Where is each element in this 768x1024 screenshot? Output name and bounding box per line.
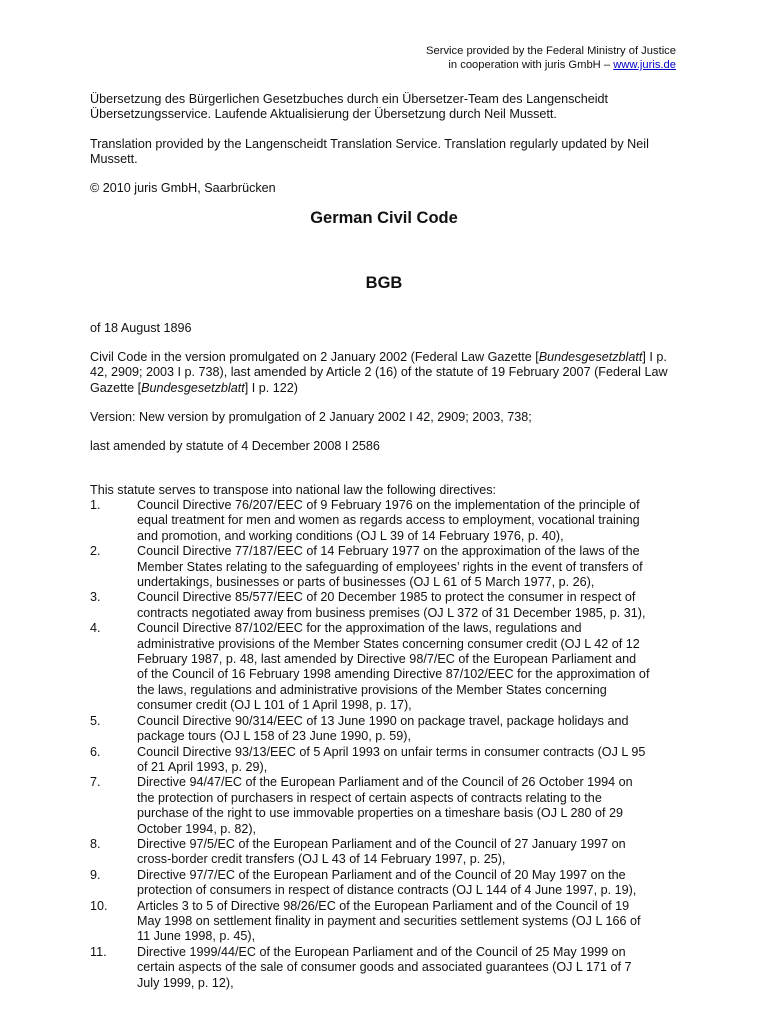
directive-text: Council Directive 85/577/EEC of 20 December 1985 to protect the consumer in respect of contracts negotiated away from business premises (OJ L 372 of 31 December 1985, p. 31), xyxy=(137,590,646,620)
version-paragraph xyxy=(90,350,680,396)
directive-text: Directive 97/5/EC of the European Parliament and of the Council of 27 January 1997 on cross-border credit transfers (OJ L 43 of 14 February 1997, p. 25), xyxy=(137,836,626,867)
gazette-name-1: Bundesgesetzblatt xyxy=(538,350,643,364)
directive-text: Articles 3 to 5 of Directive 98/26/EC of the European Parliament and of the Council of 19 May 1998 on settlement finality in payment and securities settlement systems (OJ L 166 of 11 June 1998, p. 45), xyxy=(137,898,641,944)
version-line: Version: New version by promulgation of 2 January 2002 I 42, 2909; 2003, 738; xyxy=(90,410,532,424)
enactment-date: of 18 August 1896 xyxy=(90,321,192,335)
directive-item xyxy=(90,745,650,776)
version-text-1: Civil Code in the version promulgated on 2 January 2002 (Federal Law Gazette [ xyxy=(90,350,539,364)
directive-item xyxy=(90,945,650,991)
directive-text: Directive 94/47/EC of the European Parliament and of the Council of 26 October 1994 on the protection of purchasers in respect of certain aspects of contracts relating to the purchase of the right to use immovable properties on a timeshare basis (OJ L 280 of 29 October 1994, p. 82), xyxy=(137,775,633,836)
document-abbreviation: BGB xyxy=(365,274,403,292)
directive-text: Council Directive 90/314/EEC of 13 June 1990 on package travel, package holidays and package tours (OJ L 158 of 23 June 1990, p. 59), xyxy=(137,713,629,744)
directive-item xyxy=(90,590,650,621)
directive-list xyxy=(90,498,650,991)
directive-number: 6. xyxy=(90,744,101,759)
directive-text: Directive 1999/44/EC of the European Parliament and of the Council of 25 May 1999 on certain aspects of the sale of consumer goods and associated guarantees (OJ L 171 of 7 July 1999, p. 12), xyxy=(137,944,632,990)
directive-number: 5. xyxy=(90,713,101,728)
directive-number: 4. xyxy=(90,621,101,636)
header-juris-prefix: in cooperation with juris GmbH – xyxy=(448,59,614,71)
page-header xyxy=(426,44,676,72)
directive-number: 11. xyxy=(90,944,107,959)
document-title: German Civil Code xyxy=(310,209,458,227)
amended-line: last amended by statute of 4 December 2008 I 2586 xyxy=(90,439,380,453)
directive-number: 9. xyxy=(90,867,101,882)
directive-number: 2. xyxy=(90,544,101,559)
gazette-name-2: Bundesgesetzblatt xyxy=(141,380,245,395)
version-text-2: ] I p. 42, 2909; 2003 I p. 738), last amended by Article 2 (16) of the statute of 19 February 2007 (Federal Law Gazette [ xyxy=(90,350,668,395)
directive-number: 3. xyxy=(90,590,101,605)
directive-item xyxy=(90,775,650,837)
copyright: © 2010 juris GmbH, Saarbrücken xyxy=(90,181,276,195)
directive-text: Council Directive 87/102/EEC for the approximation of the laws, regulations and administrative provisions of the Member States concerning consumer credit (OJ L 42 of 12 February 1987, p. 48, last amended by Directive 98/7/EC of the European Parliament and of the Council of 16 February 1998 amending Directive 87/102/EEC for the approximation of the laws, regulations and administrative provisions of the Member States concerning consumer credit (OJ L 101 of 1 April 1998, p. 17), xyxy=(137,621,650,713)
directive-number: 7. xyxy=(90,775,101,790)
directive-item xyxy=(90,868,650,899)
intro-german: Übersetzung des Bürgerlichen Gesetzbuches durch ein Übersetzer-Team des Langenscheidt Übersetzungsservice. Laufende Aktualisierung der Übersetzung durch Neil Mussett. xyxy=(90,92,609,122)
header-juris-line xyxy=(426,58,676,72)
juris-link[interactable]: www.juris.de xyxy=(613,59,676,71)
directive-item xyxy=(90,714,650,745)
header-ministry-line: Service provided by the Federal Ministry of Justice xyxy=(426,45,676,57)
directive-text: Council Directive 76/207/EEC of 9 February 1976 on the implementation of the principle of equal treatment for men and women as regards access to employment, vocational training and promotion, and working conditions (OJ L 39 of 14 February 1976, p. 40), xyxy=(137,498,640,543)
directive-text: Council Directive 93/13/EEC of 5 April 1993 on unfair terms in consumer contracts (OJ L 95 of 21 April 1993, p. 29), xyxy=(137,744,646,774)
directive-number: 1. xyxy=(90,498,101,512)
directive-number: 8. xyxy=(90,836,101,851)
directive-item xyxy=(90,621,650,713)
intro-english: Translation provided by the Langenscheidt Translation Service. Translation regularly updated by Neil Mussett. xyxy=(90,137,649,167)
version-text-3: ] I p. 122) xyxy=(244,380,298,395)
directives-intro: This statute serves to transpose into national law the following directives: xyxy=(90,483,497,497)
directive-text: Directive 97/7/EC of the European Parliament and of the Council of 20 May 1997 on the protection of consumers in respect of distance contracts (OJ L 144 of 4 June 1997, p. 19), xyxy=(137,867,637,898)
directive-item xyxy=(90,837,650,868)
directive-number: 10. xyxy=(90,898,108,913)
directive-item xyxy=(90,498,650,544)
directive-item xyxy=(90,899,650,945)
directive-item xyxy=(90,544,650,590)
directive-text: Council Directive 77/187/EEC of 14 February 1977 on the approximation of the laws of the Member States relating to the safeguarding of employees’ rights in the event of transfers of undertakings, businesses or parts of businesses (OJ L 61 of 5 March 1977, p. 26), xyxy=(137,544,643,590)
